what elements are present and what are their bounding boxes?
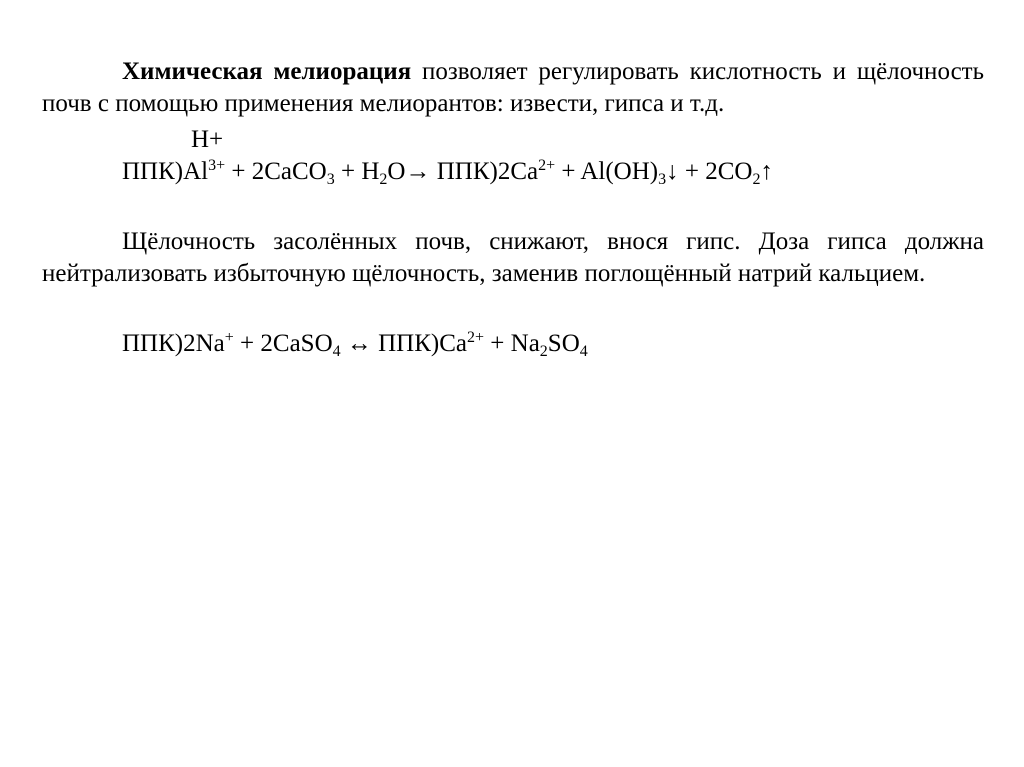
equation-lime-reaction: $ППК)Al^{3+}$ + 2CaCO$_3$ + $H_2O\to ППК)2Ca^{2+}$ + $Al(OH)_3↓$ + $2CO_2↑$ <box>122 157 773 188</box>
paragraph2-text: Щёлочность засолённых почв, снижают, внося гипс. Доза гипса должна нейтрализовать избыточную щёлочность, заменив поглощённый натрий кальцием. <box>42 228 984 287</box>
paragraph-gypsum <box>42 226 984 290</box>
paragraph-chemical-melioration <box>42 56 984 120</box>
equation-gypsum-reaction: ППК)2Na+ + 2CaSO$_4$ ↔ $ППК)Ca^{2+} + Na_2SO_4$ <box>122 329 588 360</box>
term-chemical-melioration: Химическая мелиорация <box>122 58 412 85</box>
paragraph1-text: позволяет регулировать кислотность и щёлочность почв с помощью применения мелиорантов: извести, гипса и т.д. <box>42 58 984 117</box>
catalyst-label: H+ <box>191 126 224 153</box>
